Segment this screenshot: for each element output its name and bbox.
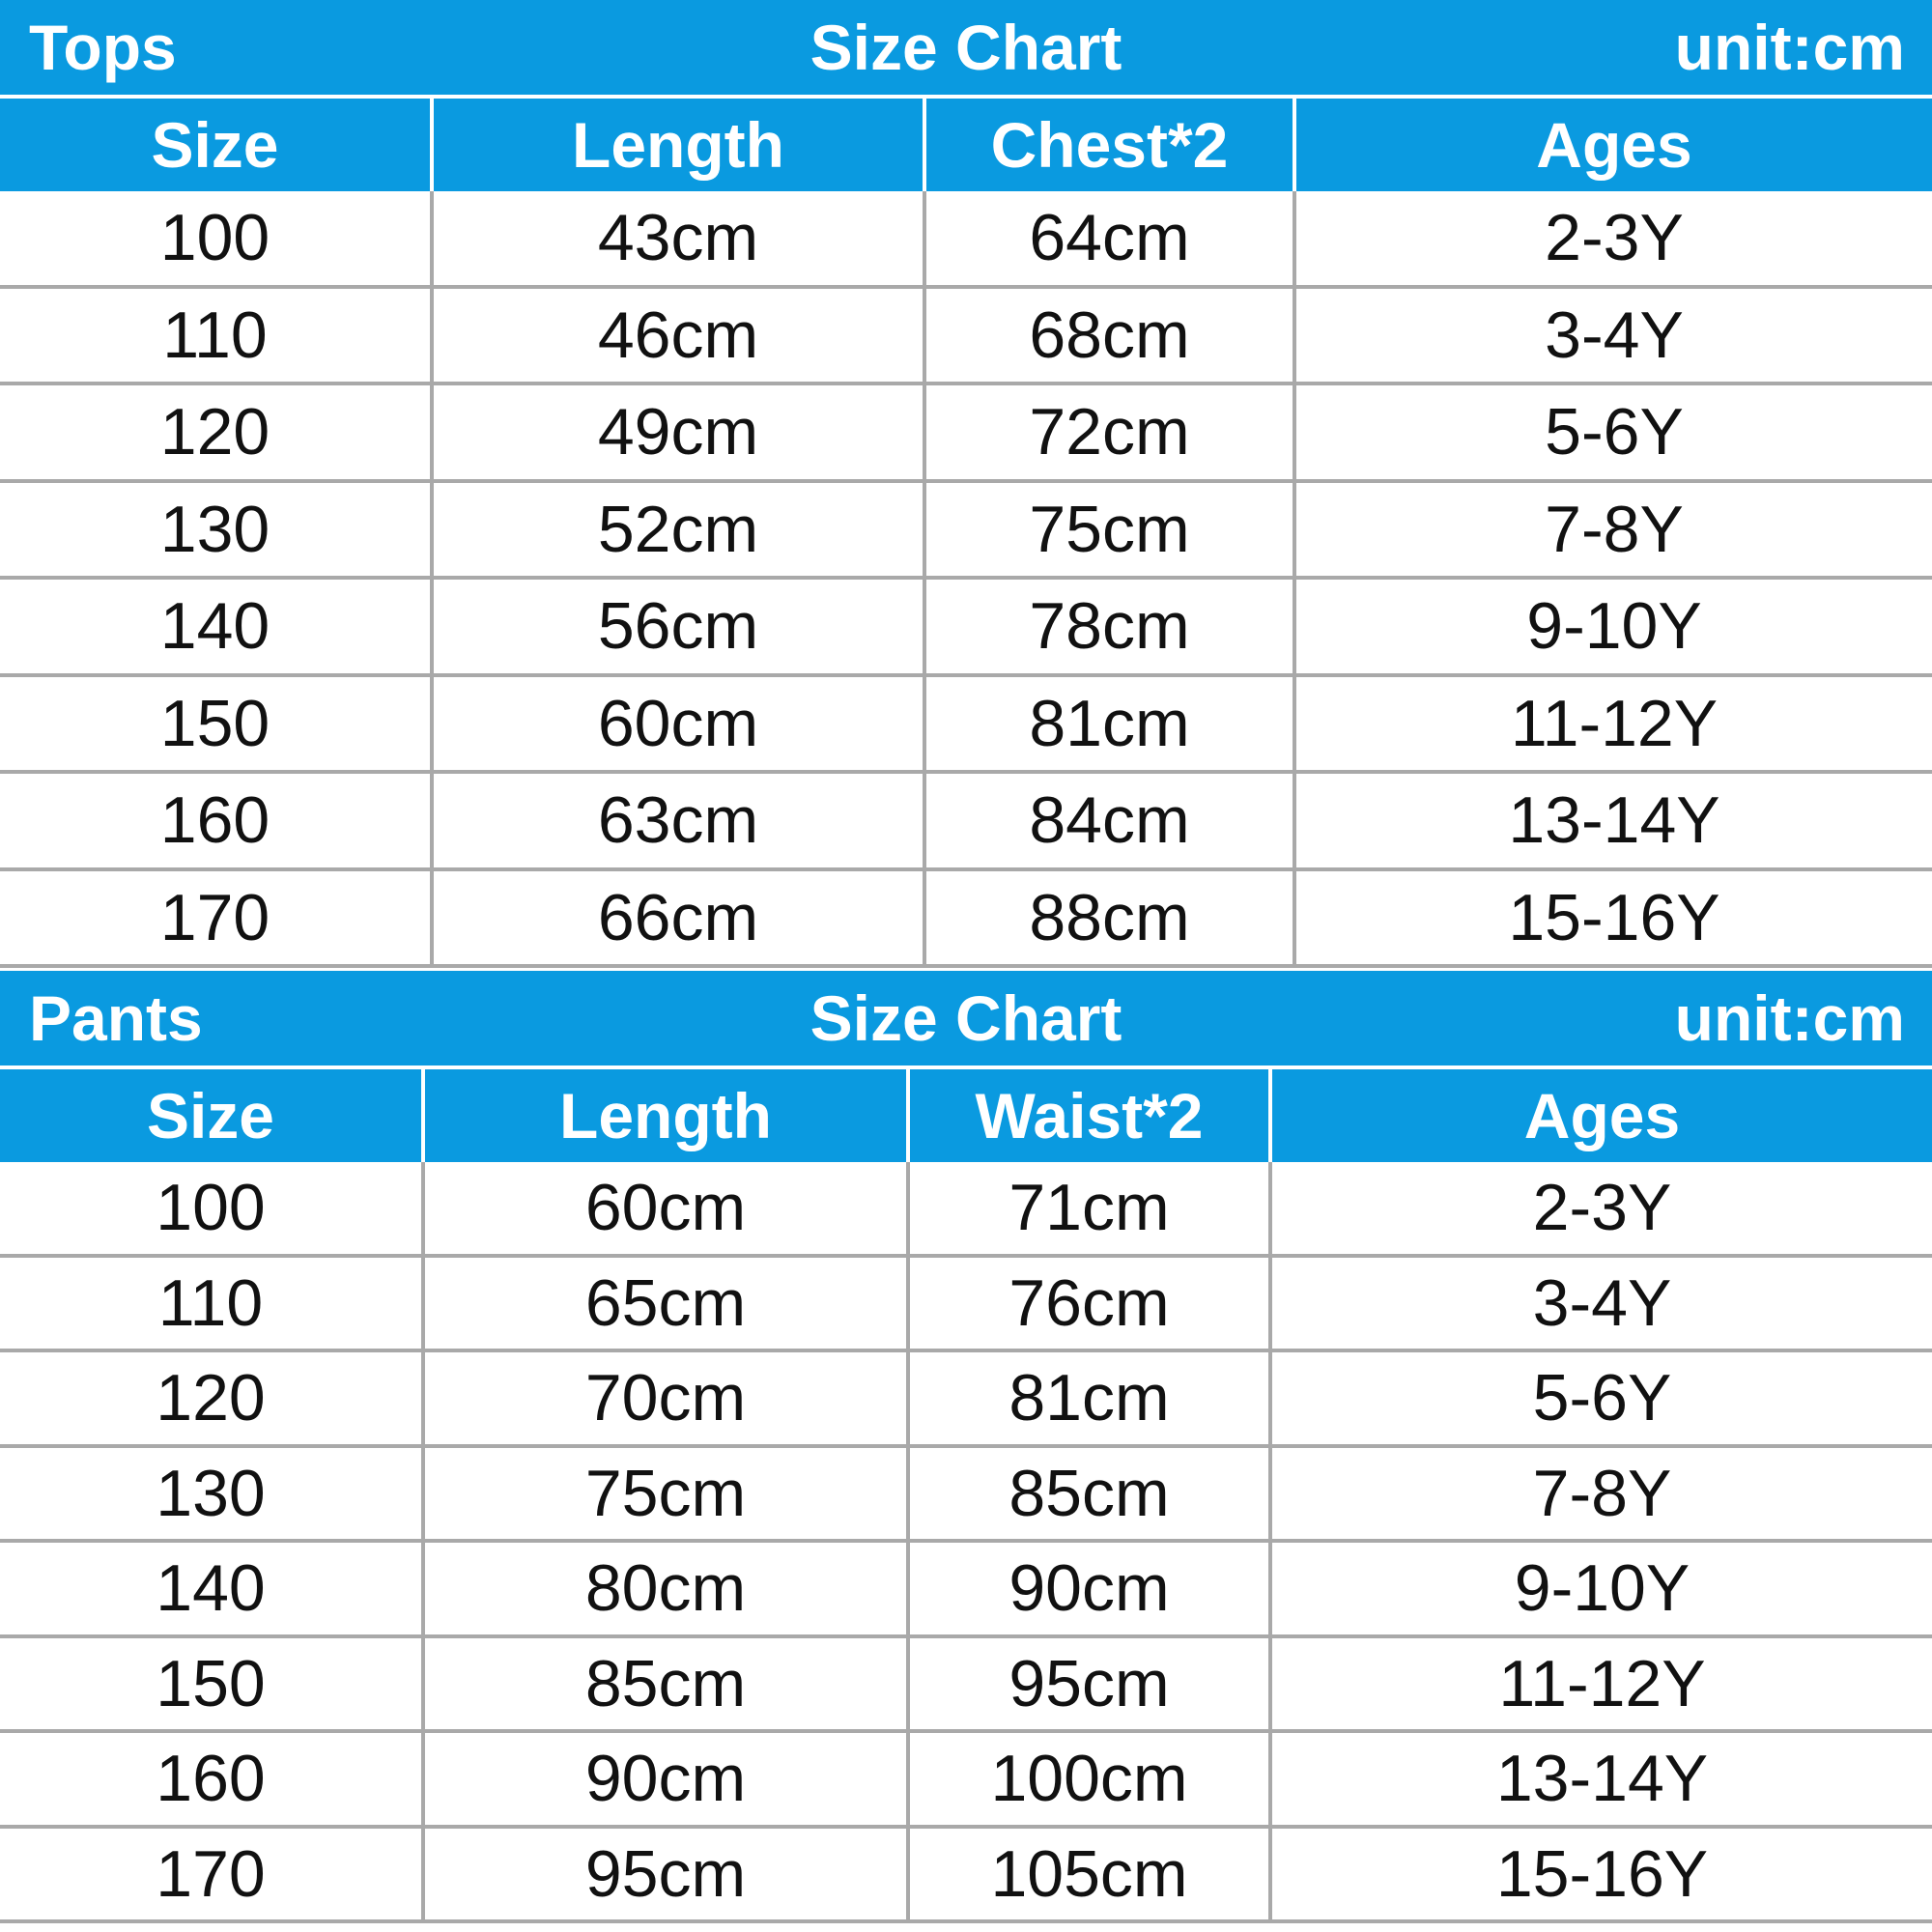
- table-row: [0, 1162, 1932, 1258]
- table-cell-ages: 2-3Y: [1268, 1162, 1932, 1254]
- table-cell-size: 160: [159, 783, 270, 858]
- table-cell-length: 95cm: [421, 1829, 906, 1920]
- table-cell-ages: 11-12Y: [1268, 1638, 1932, 1730]
- table-cell-waist: 90cm: [906, 1543, 1268, 1634]
- table-cell-chest: 68cm: [923, 289, 1293, 383]
- table-row: [0, 580, 1932, 677]
- table-row: [0, 1543, 1932, 1638]
- table-cell-length: 43cm: [430, 191, 923, 285]
- tops-header-row: [0, 99, 1932, 191]
- table-cell-waist: 95cm: [906, 1638, 1268, 1730]
- table-cell-chest: 64cm: [923, 191, 1293, 285]
- table-cell-ages: 13-14Y: [1293, 774, 1932, 867]
- table-cell-chest: 78cm: [923, 580, 1293, 673]
- pants-title-bar: [0, 971, 1932, 1069]
- table-cell-ages: 5-6Y: [1268, 1352, 1932, 1444]
- table-row: [0, 191, 1932, 289]
- table-cell-ages: 7-8Y: [1268, 1448, 1932, 1540]
- table-cell-ages: 11-12Y: [1293, 677, 1932, 771]
- table-cell-size: 100: [159, 201, 270, 275]
- column-header-length: Length: [430, 99, 923, 191]
- table-cell-length: 70cm: [421, 1352, 906, 1444]
- table-cell-size: 110: [157, 1265, 264, 1340]
- column-header-waist: Waist*2: [906, 1069, 1268, 1162]
- table-cell-length: 60cm: [430, 677, 923, 771]
- table-cell-chest: 75cm: [923, 483, 1293, 577]
- tops-size-chart-title: Size Chart: [810, 12, 1122, 83]
- table-cell-size: 150: [156, 1646, 266, 1720]
- column-header-ages: Ages: [1268, 1069, 1932, 1162]
- table-cell-size: 150: [159, 686, 270, 760]
- table-cell-length: 75cm: [421, 1448, 906, 1540]
- table-cell-ages: 15-16Y: [1268, 1829, 1932, 1920]
- table-cell-waist: 76cm: [906, 1258, 1268, 1350]
- table-cell-size: 140: [159, 589, 270, 664]
- table-cell-ages: 13-14Y: [1268, 1733, 1932, 1825]
- table-row: [0, 1352, 1932, 1448]
- table-row: [0, 385, 1932, 483]
- table-cell-size: 100: [156, 1171, 266, 1245]
- table-cell-size: 110: [162, 298, 268, 372]
- pants-size-chart-title: Size Chart: [810, 982, 1122, 1054]
- table-cell-length: 46cm: [430, 289, 923, 383]
- pants-size-table: [0, 971, 1932, 1923]
- table-cell-length: 80cm: [421, 1543, 906, 1634]
- table-row: [0, 1829, 1932, 1924]
- table-row: [0, 774, 1932, 871]
- table-cell-ages: 5-6Y: [1293, 385, 1932, 479]
- column-header-length: Length: [421, 1069, 906, 1162]
- table-cell-ages: 3-4Y: [1268, 1258, 1932, 1350]
- table-cell-ages: 2-3Y: [1293, 191, 1932, 285]
- table-cell-ages: 3-4Y: [1293, 289, 1932, 383]
- tops-title-bar: [0, 0, 1932, 99]
- table-cell-size: 120: [159, 395, 270, 469]
- pants-unit-label: unit:cm: [1674, 982, 1905, 1054]
- table-row: [0, 1733, 1932, 1829]
- table-cell-size: 160: [156, 1742, 266, 1816]
- table-row: [0, 1448, 1932, 1544]
- table-cell-ages: 15-16Y: [1293, 871, 1932, 965]
- table-row: [0, 677, 1932, 775]
- table-cell-length: 56cm: [430, 580, 923, 673]
- table-cell-size: 170: [159, 880, 270, 954]
- table-cell-ages: 7-8Y: [1293, 483, 1932, 577]
- tops-label: Tops: [29, 12, 177, 83]
- table-cell-size: 130: [156, 1456, 266, 1530]
- table-cell-length: 49cm: [430, 385, 923, 479]
- table-cell-ages: 9-10Y: [1293, 580, 1932, 673]
- table-cell-size: 170: [156, 1836, 266, 1911]
- column-header-chest: Chest*2: [923, 99, 1293, 191]
- tops-unit-label: unit:cm: [1674, 12, 1905, 83]
- table-row: [0, 483, 1932, 581]
- table-cell-size: 120: [156, 1361, 266, 1435]
- table-cell-length: 66cm: [430, 871, 923, 965]
- pants-label: Pants: [29, 982, 203, 1054]
- table-cell-chest: 84cm: [923, 774, 1293, 867]
- table-cell-chest: 88cm: [923, 871, 1293, 965]
- table-row: [0, 1638, 1932, 1734]
- table-cell-ages: 9-10Y: [1268, 1543, 1932, 1634]
- table-cell-waist: 85cm: [906, 1448, 1268, 1540]
- table-cell-size: 130: [159, 492, 270, 566]
- table-cell-waist: 100cm: [906, 1733, 1268, 1825]
- column-header-size: Size: [151, 109, 279, 181]
- table-cell-length: 65cm: [421, 1258, 906, 1350]
- table-cell-waist: 105cm: [906, 1829, 1268, 1920]
- table-cell-length: 60cm: [421, 1162, 906, 1254]
- table-cell-waist: 81cm: [906, 1352, 1268, 1444]
- table-row: [0, 1258, 1932, 1353]
- table-cell-length: 85cm: [421, 1638, 906, 1730]
- table-cell-chest: 81cm: [923, 677, 1293, 771]
- table-row: [0, 871, 1932, 969]
- table-cell-length: 52cm: [430, 483, 923, 577]
- table-cell-waist: 71cm: [906, 1162, 1268, 1254]
- table-cell-length: 63cm: [430, 774, 923, 867]
- table-row: [0, 289, 1932, 386]
- table-cell-length: 90cm: [421, 1733, 906, 1825]
- pants-header-row: [0, 1069, 1932, 1162]
- table-cell-chest: 72cm: [923, 385, 1293, 479]
- table-cell-size: 140: [156, 1551, 266, 1626]
- column-header-size: Size: [146, 1080, 275, 1151]
- column-header-ages: Ages: [1293, 99, 1932, 191]
